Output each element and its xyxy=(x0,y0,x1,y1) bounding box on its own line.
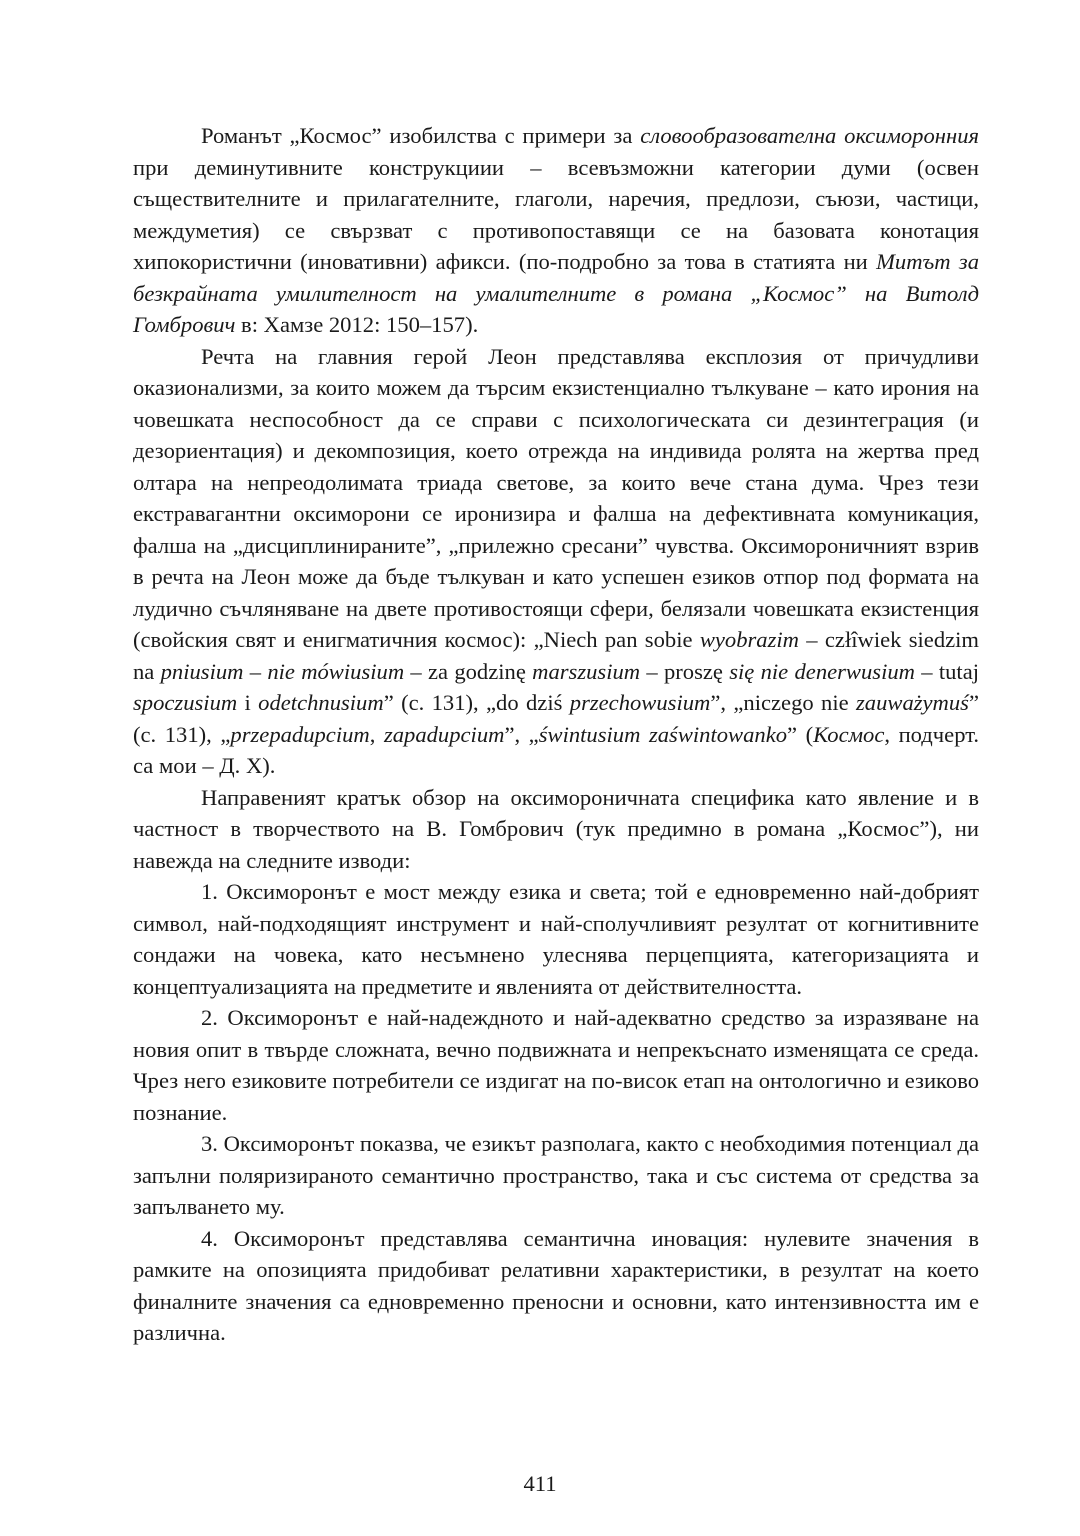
text-run: Романът „Космос” изобилства с примери за xyxy=(201,123,641,148)
text-run: 4. Оксиморонът представлява семантична иновация: нулевите значения в рамките на опозицията придобиват релативни характеристики, в резултат на което финалните значения са едновременно преносни и основни, като интензивността им е различна. xyxy=(133,1225,979,1345)
text-run: 2. Оксиморонът е най-надеждното и най-адекватно средство за изразяване на новия опит в твърде сложната, вечно подвижната и непрекъснато изменящата се среда. Чрез него езиковите потребители се издигат на по-висок етап на онтологично и езиково познание. xyxy=(133,1005,979,1125)
text-run: ” (с. 131), „do dziś xyxy=(383,690,570,715)
text-run: Речта на главния герой Леон представлява експлозия от причудливи оказионализми, за които можем да търсим екзистенциално тълкуване – като ирония на човешката неспособност да се справи с психологическата си дезинтеграция (и дезориентация) и декомпозиция, което отрежда на индивида ролята на жертва пред олтара на непреодолимата триада светове, за които вече стана дума. Чрез тези екстравагантни оксиморони се иронизира и фалша на дефективната комуникация, фалша на „дисциплинираните”, „прилежно сресани” чувства. Оксимороничният взрив в речта на Леон може да бъде тълкуван и като успешен езиков отпор под формата на лудично съчляняване на двете противостоящи сфери, белязали човешката екзистенция (свойския свят и енигматичния космос): „Niech pan sobie xyxy=(133,343,979,652)
page-number: 411 xyxy=(523,1471,557,1496)
text-run: , подчерт. са мои – Д. Х). xyxy=(133,721,980,778)
italic-text-run: zauważymuś xyxy=(855,690,969,715)
text-run: , xyxy=(369,721,384,747)
text-run: ”, „ xyxy=(504,721,539,747)
italic-text-run: przepadupcium xyxy=(230,721,370,747)
italic-text-run: marszusium xyxy=(532,658,641,684)
italic-text-run: spoczusium xyxy=(133,690,238,715)
text-run: 1. Оксиморонът е мост между езика и света; той е едновременно най-добрият символ, най-подходящият инструмент и най-сполучливият резултат от когнитивните сондажи на човека, като несъмнено улеснява перцепцията, категоризацията и концептуализацията на предметите и явленията от действителността. xyxy=(133,879,979,999)
text-run: при деминутивните конструкциии – всевъзможни категории думи (освен съществителните и прилагателните, глаголи, наречия, предлози, съюзи, частици, междуметия) се свързват с противопоставящи се на базовата конотация хипокористични (иновативни) афикси. (по-подробно за това в статията ни xyxy=(133,154,979,274)
italic-text-run: przechowusium xyxy=(569,690,711,715)
text-run: ” ( xyxy=(787,721,814,747)
italic-text-run: Космос xyxy=(813,721,885,747)
paragraph-1 xyxy=(133,120,979,341)
text-run: – proszę xyxy=(640,658,730,684)
italic-text-run: pniusium – nie mówiusium xyxy=(160,658,405,684)
italic-text-run: zapadupcium xyxy=(383,721,505,747)
text-run: ”, „niczego nie xyxy=(710,690,856,715)
text-run: – tutaj xyxy=(914,658,979,684)
italic-text-run: odetchnusium xyxy=(258,690,384,715)
conclusion-item-3 xyxy=(133,1128,979,1223)
conclusion-item-2 xyxy=(133,1002,979,1128)
text-run: ” (с. 131), „ xyxy=(133,690,979,747)
paragraph-3 xyxy=(133,782,979,877)
text-run: в: Хамзе 2012: 150–157). xyxy=(235,312,479,337)
italic-text-run: świntusium zaświntowanko xyxy=(538,721,788,747)
paragraph-2 xyxy=(133,341,979,782)
text-run: 3. Оксиморонът показва, че езикът разполага, както с необходимия потенциал да запълни поляризираното семантично пространство, така и със система от средства за запълването му. xyxy=(133,1131,980,1219)
conclusion-item-4 xyxy=(133,1223,979,1349)
italic-text-run: się nie denerwusium xyxy=(729,658,915,684)
italic-text-run: wyobrazim xyxy=(699,627,799,652)
italic-text-run: Митът за безкрайната умилителност на умалителните в романа „Космос” на Витолд Гомбрович xyxy=(133,249,979,337)
text-run: – człîwiek siedzim na xyxy=(133,627,980,684)
italic-text-run: словообразователна оксиморонния xyxy=(640,123,979,148)
document-body xyxy=(133,120,979,1349)
conclusion-item-1 xyxy=(133,876,979,1002)
text-run: i xyxy=(237,690,259,715)
text-run: Направеният кратък обзор на оксимороничната специфика като явление и в частност в творчеството на В. Гомбрович (тук предимно в романа „Космос”), ни навежда на следните изводи: xyxy=(133,784,979,873)
text-run: – za godzinę xyxy=(404,658,533,684)
